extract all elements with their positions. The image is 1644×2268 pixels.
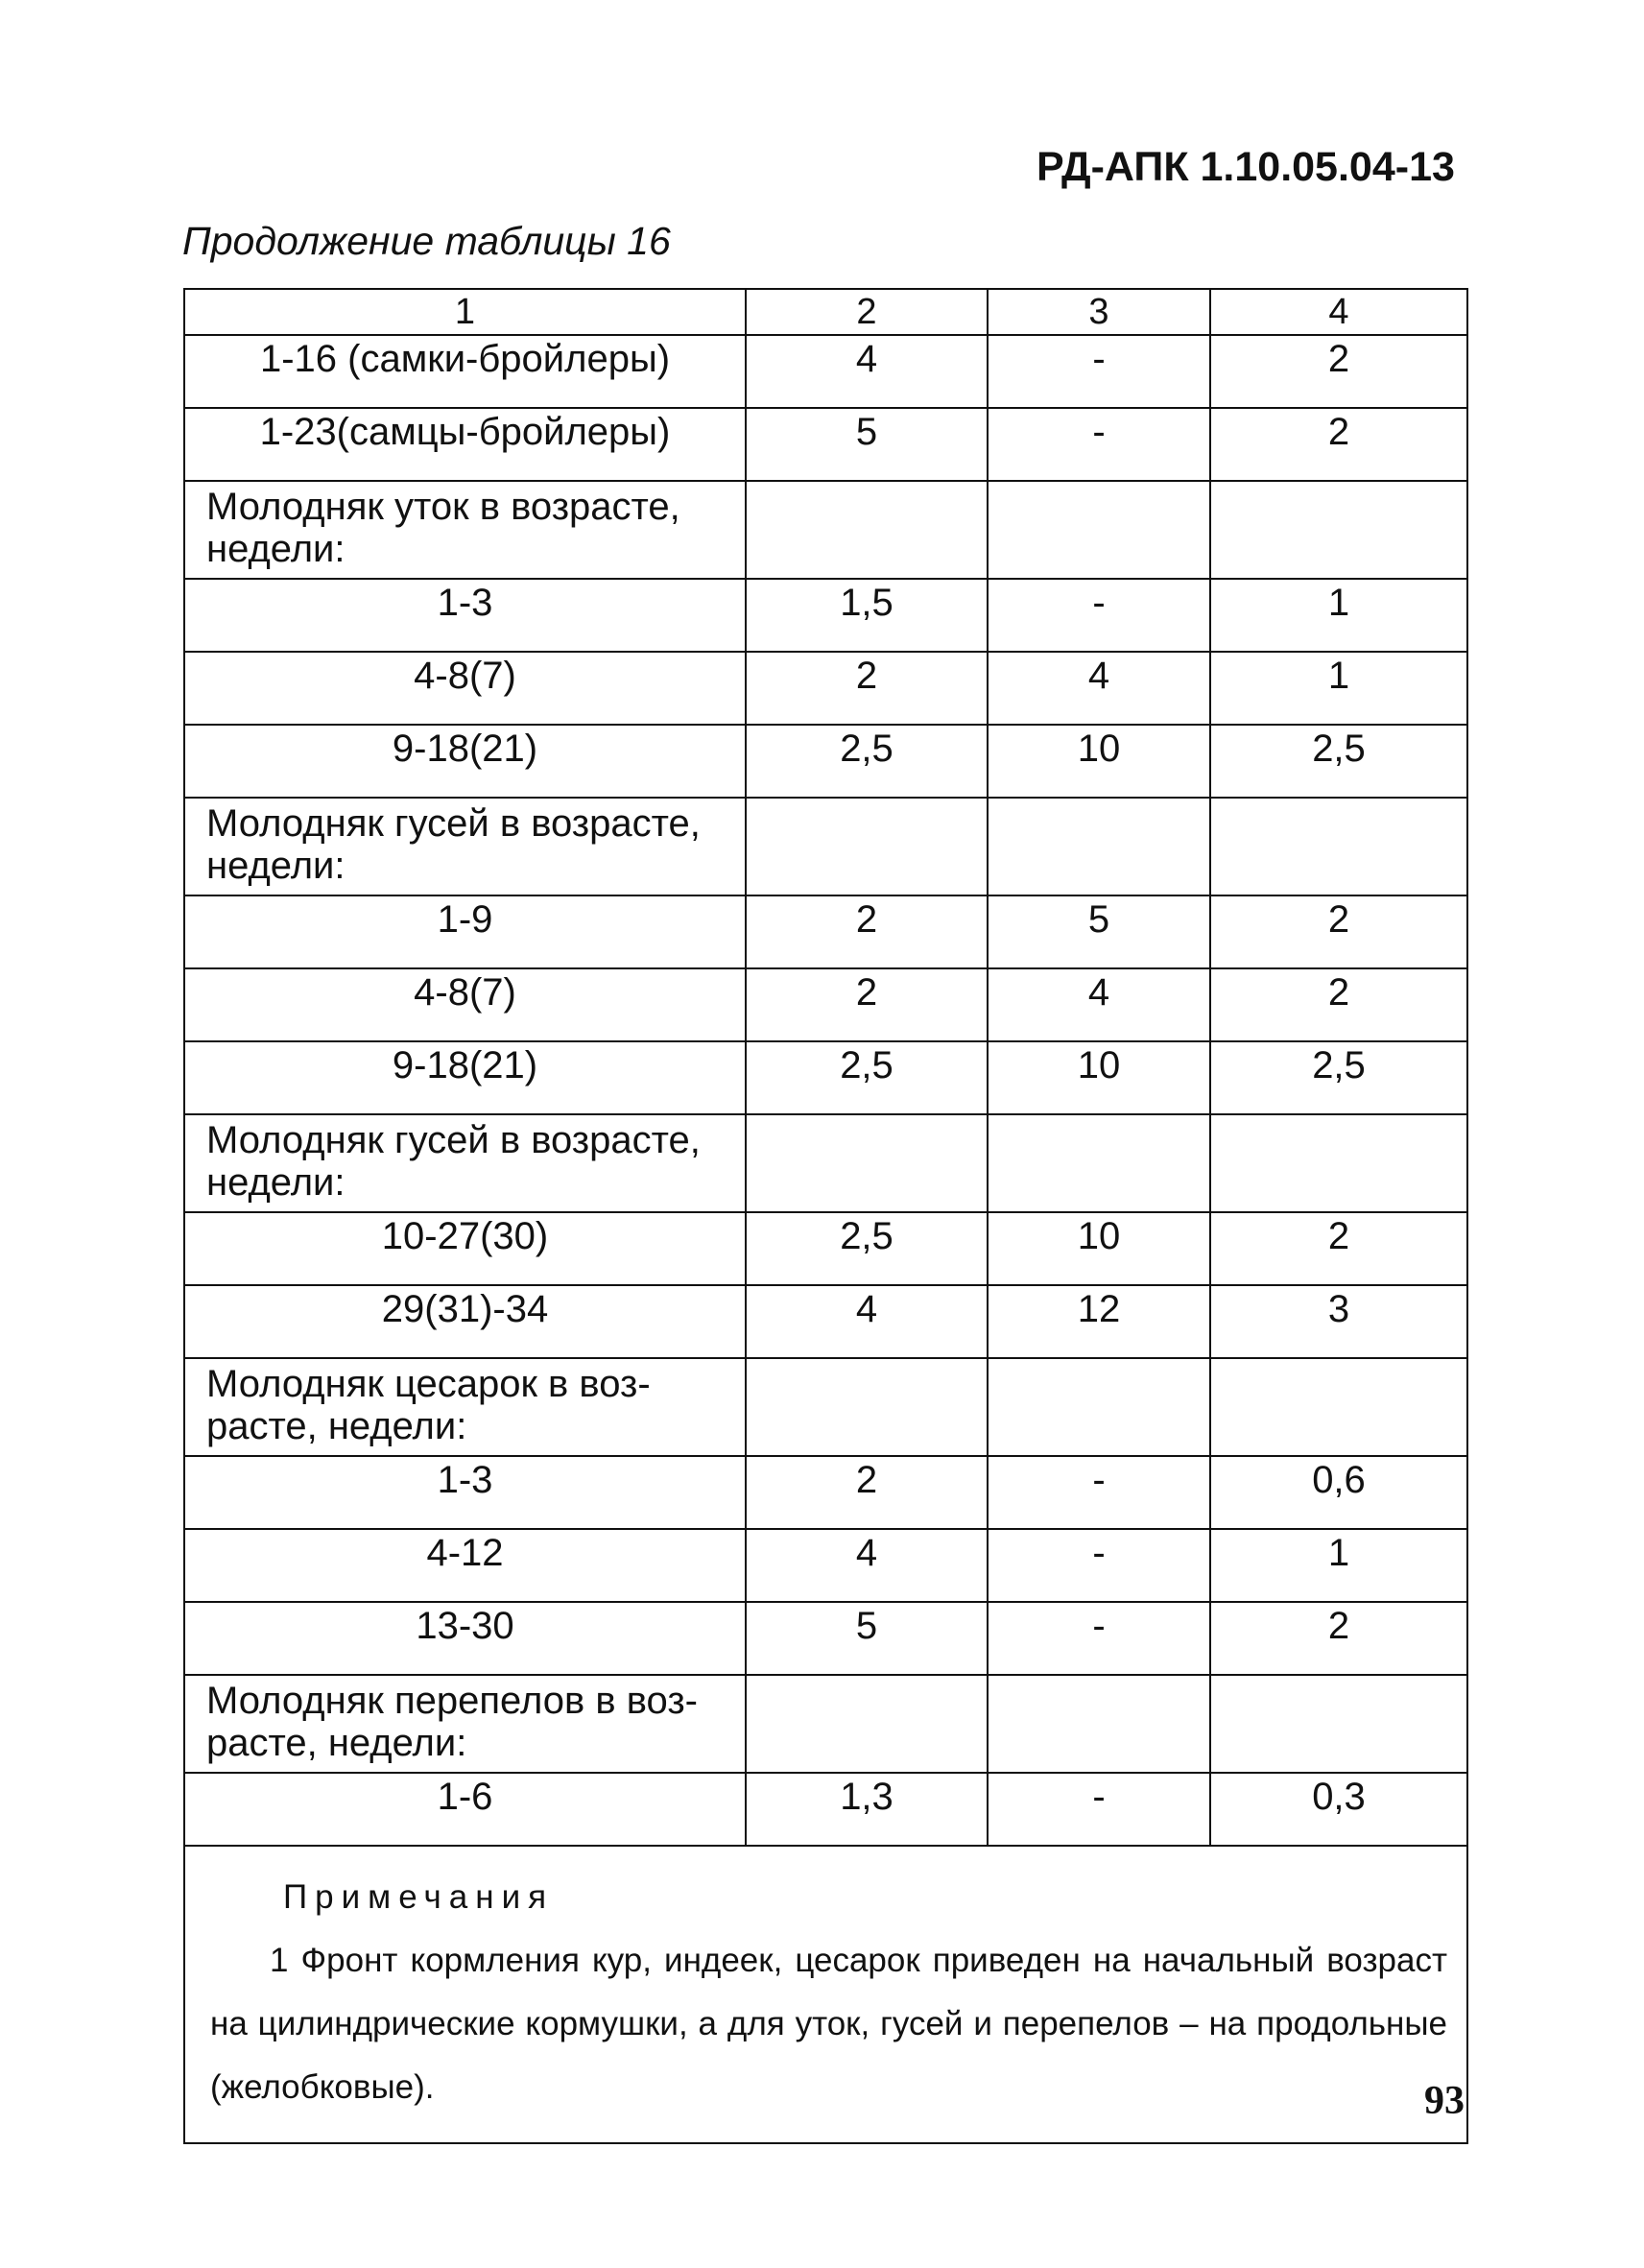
value-cell: 5: [746, 408, 988, 481]
value-cell: 4: [988, 968, 1210, 1041]
table-body: [184, 289, 1467, 1846]
age-range-cell: 9-18(21): [184, 725, 746, 798]
value-cell: 5: [988, 895, 1210, 968]
value-cell: 2: [1210, 895, 1467, 968]
table-row: [184, 1773, 1467, 1846]
value-cell: 0,3: [1210, 1773, 1467, 1846]
value-cell: 2,5: [746, 1041, 988, 1114]
age-range-cell: 1-23(самцы-бройлеры): [184, 408, 746, 481]
value-cell: 1: [1210, 579, 1467, 652]
value-cell: -: [988, 579, 1210, 652]
empty-cell: [746, 1675, 988, 1773]
value-cell: 10: [988, 1212, 1210, 1285]
value-cell: 2,5: [746, 725, 988, 798]
age-range-cell: 1-9: [184, 895, 746, 968]
notes-row: [184, 1846, 1467, 2143]
column-header: 4: [1210, 289, 1467, 335]
group-label-line: Молодняк гусей в возрасте,: [206, 802, 701, 845]
group-label-line: Молодняк гусей в возрасте,: [206, 1119, 701, 1161]
value-cell: 2: [1210, 335, 1467, 408]
age-range-cell: 1-3: [184, 579, 746, 652]
value-cell: 5: [746, 1602, 988, 1675]
notes-text: 1 Фронт кормления кур, индеек, цесарок приведен на начальный возраст на цилиндрические кормушки, а для уток, гусей и перепелов – на продольные (желобковые).: [210, 1942, 1447, 2106]
table-row: [184, 1529, 1467, 1602]
table-row: [184, 1041, 1467, 1114]
value-cell: 2: [746, 968, 988, 1041]
value-cell: 0,6: [1210, 1456, 1467, 1529]
empty-cell: [746, 798, 988, 895]
group-label: [184, 1114, 746, 1212]
value-cell: 10: [988, 1041, 1210, 1114]
group-label-line: недели:: [206, 845, 345, 887]
group-label-line: расте, недели:: [206, 1722, 467, 1764]
age-range-cell: 1-3: [184, 1456, 746, 1529]
age-range-cell: 1-6: [184, 1773, 746, 1846]
empty-cell: [988, 1358, 1210, 1456]
age-range-cell: 4-8(7): [184, 968, 746, 1041]
table-row: [184, 968, 1467, 1041]
group-label: [184, 798, 746, 895]
value-cell: 12: [988, 1285, 1210, 1358]
value-cell: -: [988, 1773, 1210, 1846]
group-row: [184, 1675, 1467, 1773]
value-cell: 2,5: [1210, 725, 1467, 798]
table-row: [184, 895, 1467, 968]
table-row: [184, 579, 1467, 652]
value-cell: -: [988, 1456, 1210, 1529]
age-range-cell: 4-8(7): [184, 652, 746, 725]
table-row: [184, 335, 1467, 408]
value-cell: 2: [1210, 1212, 1467, 1285]
value-cell: -: [988, 1602, 1210, 1675]
value-cell: 2: [746, 895, 988, 968]
value-cell: 1: [1210, 1529, 1467, 1602]
group-row: [184, 1358, 1467, 1456]
value-cell: 3: [1210, 1285, 1467, 1358]
notes-heading: Примечания: [283, 1878, 555, 1916]
empty-cell: [746, 1358, 988, 1456]
group-label-line: расте, недели:: [206, 1405, 467, 1447]
data-table: [183, 288, 1468, 2144]
column-header: 2: [746, 289, 988, 335]
empty-cell: [1210, 481, 1467, 579]
table-row: [184, 1212, 1467, 1285]
value-cell: -: [988, 335, 1210, 408]
empty-cell: [988, 1675, 1210, 1773]
empty-cell: [1210, 1358, 1467, 1456]
group-row: [184, 481, 1467, 579]
value-cell: 2,5: [746, 1212, 988, 1285]
empty-cell: [1210, 1675, 1467, 1773]
group-label-line: Молодняк цесарок в воз-: [206, 1363, 651, 1405]
empty-cell: [1210, 798, 1467, 895]
value-cell: 1,5: [746, 579, 988, 652]
empty-cell: [746, 1114, 988, 1212]
table-caption: Продолжение таблицы 16: [182, 219, 671, 263]
empty-cell: [1210, 1114, 1467, 1212]
column-header: 1: [184, 289, 746, 335]
value-cell: 4: [988, 652, 1210, 725]
column-number-row: [184, 289, 1467, 335]
value-cell: 4: [746, 1285, 988, 1358]
value-cell: 2,5: [1210, 1041, 1467, 1114]
value-cell: -: [988, 408, 1210, 481]
age-range-cell: 13-30: [184, 1602, 746, 1675]
notes-cell: [184, 1846, 1467, 2143]
value-cell: 1: [1210, 652, 1467, 725]
value-cell: 2: [746, 652, 988, 725]
document-code: РД-АПК 1.10.05.04-13: [1036, 144, 1455, 190]
page-number: 93: [1424, 2079, 1465, 2123]
age-range-cell: 1-16 (самки-бройлеры): [184, 335, 746, 408]
empty-cell: [988, 1114, 1210, 1212]
value-cell: 10: [988, 725, 1210, 798]
group-label-line: Молодняк перепелов в воз-: [206, 1680, 698, 1722]
table-row: [184, 1602, 1467, 1675]
value-cell: 1,3: [746, 1773, 988, 1846]
group-row: [184, 798, 1467, 895]
group-label-line: Молодняк уток в возрасте,: [206, 486, 680, 528]
table-row: [184, 1285, 1467, 1358]
value-cell: 4: [746, 335, 988, 408]
group-label-line: недели:: [206, 528, 345, 570]
value-cell: 2: [1210, 1602, 1467, 1675]
value-cell: 2: [1210, 408, 1467, 481]
table-row: [184, 408, 1467, 481]
empty-cell: [746, 481, 988, 579]
age-range-cell: 29(31)-34: [184, 1285, 746, 1358]
table-row: [184, 652, 1467, 725]
group-label: [184, 1358, 746, 1456]
age-range-cell: 4-12: [184, 1529, 746, 1602]
group-label-line: недели:: [206, 1161, 345, 1204]
table-row: [184, 1456, 1467, 1529]
age-range-cell: 10-27(30): [184, 1212, 746, 1285]
value-cell: -: [988, 1529, 1210, 1602]
empty-cell: [988, 798, 1210, 895]
empty-cell: [988, 481, 1210, 579]
table-row: [184, 725, 1467, 798]
group-row: [184, 1114, 1467, 1212]
value-cell: 4: [746, 1529, 988, 1602]
group-label: [184, 1675, 746, 1773]
group-label: [184, 481, 746, 579]
value-cell: 2: [1210, 968, 1467, 1041]
age-range-cell: 9-18(21): [184, 1041, 746, 1114]
value-cell: 2: [746, 1456, 988, 1529]
column-header: 3: [988, 289, 1210, 335]
